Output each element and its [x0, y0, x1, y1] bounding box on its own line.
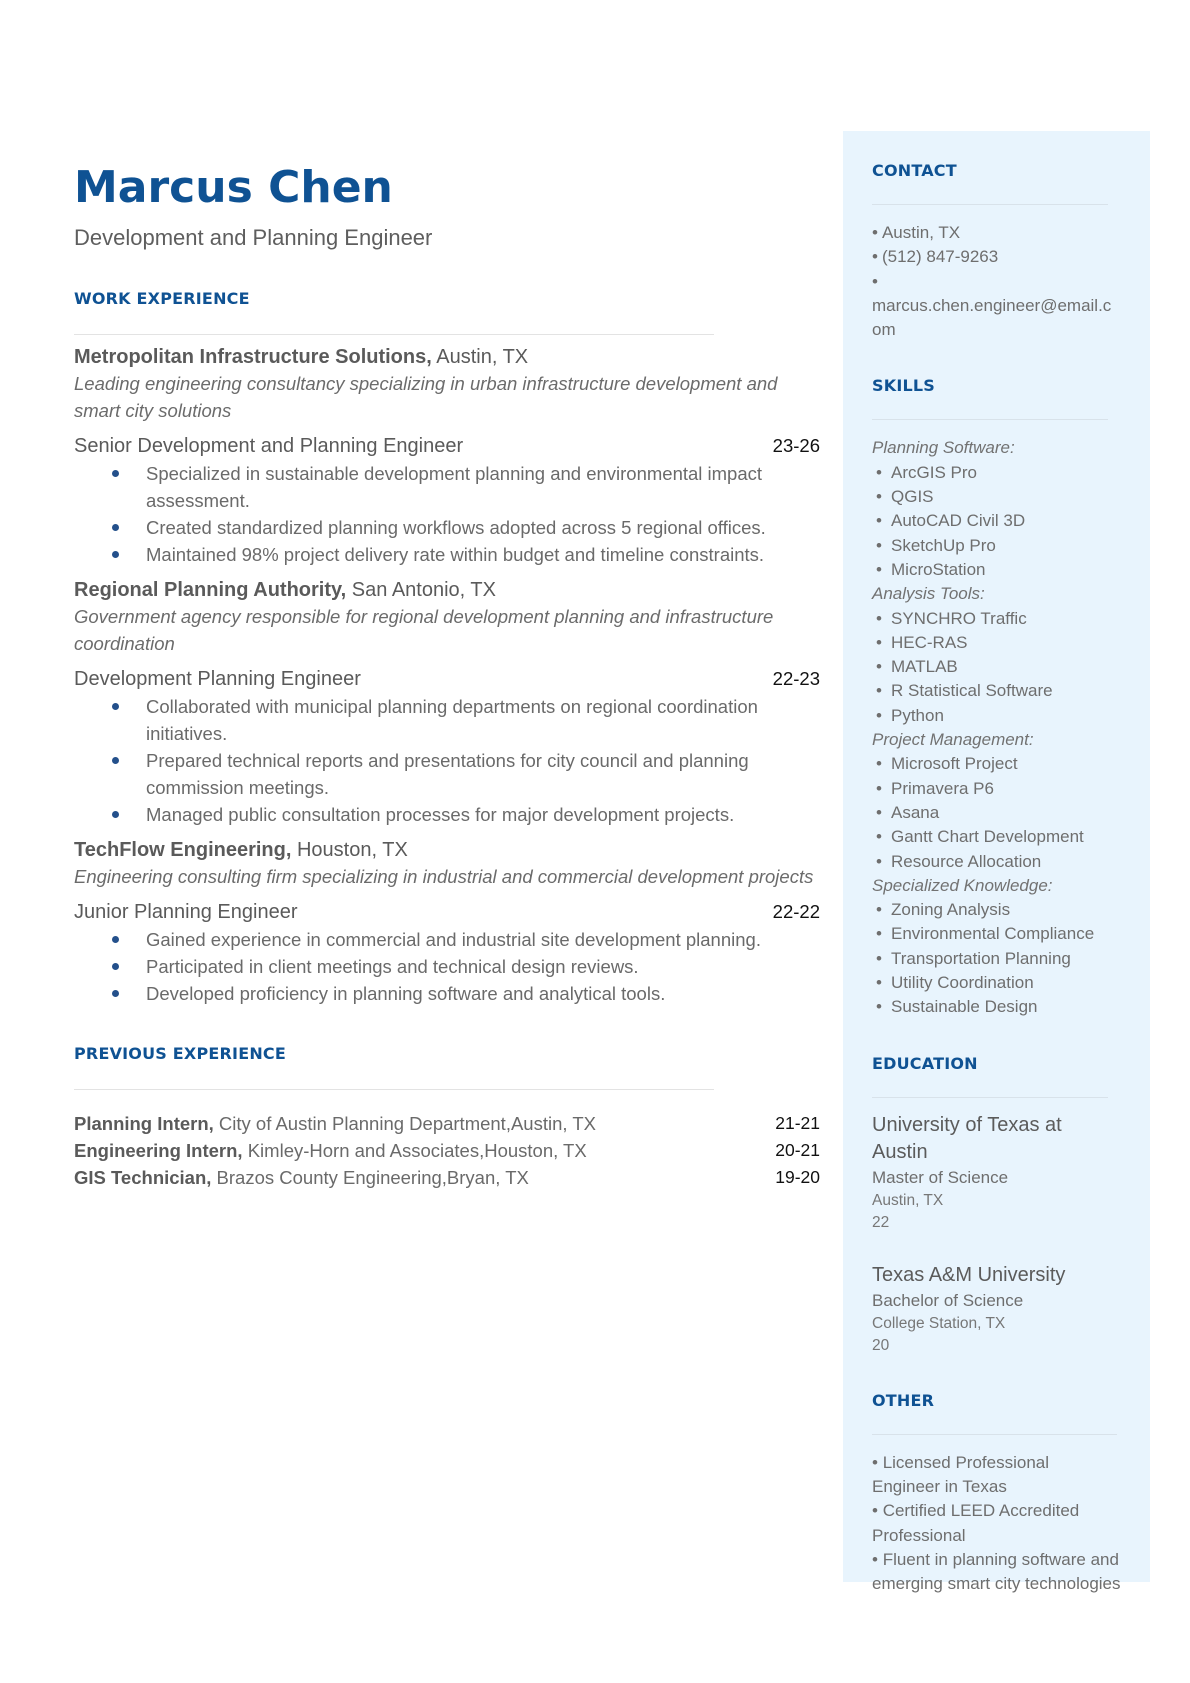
skill-name: HEC-RAS	[891, 632, 968, 652]
bullet-dot-icon	[112, 811, 119, 818]
skill-item	[872, 850, 1121, 874]
skill-item	[872, 509, 1121, 533]
bullet-icon: •	[876, 997, 882, 1017]
contact-email-line1[interactable]: marcus.chen.engineer@email.c	[872, 295, 1112, 315]
job-bullets	[74, 693, 820, 828]
bullet-icon: •	[876, 948, 882, 968]
education-divider	[872, 1097, 1108, 1098]
job-bullet	[74, 747, 820, 801]
bullet-icon: •	[876, 487, 882, 507]
skill-item	[872, 655, 1121, 679]
skill-category: Project Management:	[872, 730, 1034, 750]
education-entry	[872, 1112, 1121, 1234]
contact-divider	[872, 204, 1108, 205]
skill-item	[872, 752, 1121, 776]
role-row	[74, 432, 820, 460]
previous-experience-heading: PREVIOUS EXPERIENCE	[74, 1044, 286, 1063]
bullet-icon: •	[876, 511, 882, 531]
job-role: Senior Development and Planning Engineer	[74, 435, 464, 457]
job-bullet	[74, 953, 820, 980]
bullet-icon: •	[876, 851, 882, 871]
bullet-icon: •	[872, 223, 878, 242]
skill-name: Zoning Analysis	[891, 900, 1011, 920]
skill-item	[872, 607, 1121, 631]
previous-experience-text	[74, 1164, 529, 1191]
job-bullet-text: Specialized in sustainable development planning and environmental impact assessment.	[146, 463, 763, 511]
sidebar	[843, 131, 1150, 1594]
education-degree: Bachelor of Science	[872, 1290, 1024, 1310]
company-location: Austin, TX	[431, 346, 529, 368]
skill-item	[872, 777, 1121, 801]
work-experience-divider	[74, 334, 714, 335]
other-divider	[872, 1434, 1117, 1435]
skill-item	[872, 485, 1121, 509]
other-item	[872, 1451, 1121, 1500]
skill-name: ArcGIS Pro	[891, 462, 977, 482]
company-location: Houston, TX	[291, 839, 408, 861]
contact-section	[872, 161, 1121, 342]
previous-role: Planning Intern,	[74, 1113, 214, 1134]
skill-item	[872, 558, 1121, 582]
education-list	[872, 1112, 1121, 1357]
job-entry	[74, 344, 820, 568]
skill-name: SYNCHRO Traffic	[891, 608, 1027, 628]
job-bullet	[74, 460, 820, 514]
role-row	[74, 665, 820, 693]
job-bullet-text: Participated in client meetings and technical design reviews.	[146, 956, 639, 977]
candidate-name: Marcus Chen	[74, 162, 393, 213]
skill-item	[872, 461, 1121, 485]
bullet-icon: •	[876, 924, 882, 944]
job-bullet-text: Gained experience in commercial and industrial site development planning.	[146, 929, 761, 950]
job-bullet-text: Collaborated with municipal planning departments on regional coordination initiatives.	[146, 696, 758, 744]
bullet-icon: •	[876, 462, 882, 482]
other-item	[872, 1548, 1121, 1597]
education-year: 20	[872, 1336, 890, 1354]
skill-item	[872, 922, 1121, 946]
previous-experience-row	[74, 1164, 820, 1191]
bullet-dot-icon	[112, 470, 119, 477]
skill-name: Python	[891, 705, 944, 725]
job-bullets	[74, 460, 820, 568]
skill-name: Transportation Planning	[891, 948, 1071, 968]
skill-item	[872, 704, 1121, 728]
previous-experience-text	[74, 1137, 587, 1164]
education-location: College Station, TX	[872, 1314, 1006, 1332]
contact-list	[872, 221, 1121, 342]
previous-org: Kimley-Horn and Associates,Houston, TX	[242, 1140, 587, 1161]
company-description: Government agency responsible for regional development planning and infrastructure coordination	[74, 606, 774, 654]
skills-divider	[872, 419, 1108, 420]
skill-name: R Statistical Software	[891, 681, 1053, 701]
skill-name: Utility Coordination	[891, 973, 1034, 993]
job-role: Junior Planning Engineer	[74, 901, 298, 923]
contact-email-bullet	[872, 270, 1121, 294]
bullet-dot-icon	[112, 963, 119, 970]
job-bullet-text: Maintained 98% project delivery rate within budget and timeline constraints.	[146, 544, 765, 565]
previous-role: GIS Technician,	[74, 1167, 212, 1188]
bullet-icon: •	[876, 973, 882, 993]
skill-name: AutoCAD Civil 3D	[891, 511, 1026, 531]
candidate-title: Development and Planning Engineer	[74, 225, 433, 250]
skill-item	[872, 801, 1121, 825]
education-degree: Master of Science	[872, 1167, 1009, 1187]
job-bullet	[74, 926, 820, 953]
bullet-icon: •	[872, 271, 878, 291]
contact-location-text: Austin, TX	[881, 223, 961, 242]
role-row	[74, 898, 820, 926]
skill-item	[872, 947, 1121, 971]
other-item	[872, 1499, 1121, 1548]
contact-email[interactable]	[872, 294, 1121, 343]
previous-dates: 20-21	[775, 1140, 820, 1160]
bullet-icon: •	[876, 608, 882, 628]
previous-experience-divider	[74, 1089, 714, 1090]
job-entry	[74, 837, 820, 1007]
education-location: Austin, TX	[872, 1191, 944, 1209]
bullet-dot-icon	[112, 936, 119, 943]
company-name: TechFlow Engineering,	[74, 839, 292, 861]
jobs-list	[74, 344, 820, 1007]
skills-list	[872, 436, 1121, 1019]
bullet-icon: •	[872, 1452, 878, 1472]
skill-item	[872, 825, 1121, 849]
bullet-icon: •	[872, 247, 878, 267]
other-item-text: Licensed Professional Engineer in Texas	[872, 1452, 1050, 1496]
bullet-icon: •	[876, 681, 882, 701]
skills-section	[872, 376, 1121, 1019]
skill-category: Analysis Tools:	[872, 584, 985, 604]
skills-heading: SKILLS	[872, 376, 935, 396]
skill-name: Gantt Chart Development	[891, 827, 1084, 847]
job-bullet-text: Developed proficiency in planning software and analytical tools.	[146, 983, 666, 1004]
skill-item	[872, 631, 1121, 655]
work-experience-heading: WORK EXPERIENCE	[74, 289, 250, 308]
job-bullets	[74, 926, 820, 1007]
job-dates: 22-23	[772, 668, 820, 689]
skill-item	[872, 534, 1121, 558]
skill-name: MicroStation	[891, 559, 986, 579]
skill-name: Sustainable Design	[891, 997, 1038, 1017]
previous-experience-row	[74, 1137, 820, 1164]
education-section	[872, 1054, 1121, 1357]
education-school: University of Texas at Austin	[872, 1113, 1062, 1163]
company-name: Regional Planning Authority,	[74, 579, 347, 601]
job-bullet-text: Created standardized planning workflows adopted across 5 regional offices.	[146, 517, 766, 538]
previous-dates: 21-21	[775, 1113, 820, 1133]
bullet-dot-icon	[112, 703, 119, 710]
job-dates: 23-26	[772, 435, 820, 456]
education-heading: EDUCATION	[872, 1053, 978, 1073]
education-school: Texas A&M University	[872, 1263, 1066, 1286]
other-list	[872, 1451, 1121, 1597]
bullet-icon: •	[876, 778, 882, 798]
skill-category: Planning Software:	[872, 438, 1015, 458]
job-bullet-text: Prepared technical reports and presentations for city council and planning commission meetings.	[146, 750, 749, 798]
skill-name: Microsoft Project	[891, 754, 1018, 774]
contact-heading: CONTACT	[872, 161, 957, 180]
contact-location	[872, 221, 1121, 245]
education-entry	[872, 1262, 1121, 1357]
other-section	[872, 1391, 1121, 1597]
skill-item	[872, 995, 1121, 1019]
company-description: Leading engineering consultancy specializing in urban infrastructure development and smart city solutions	[74, 373, 778, 421]
contact-email-line2[interactable]: om	[872, 320, 896, 340]
bullet-icon: •	[872, 1549, 878, 1569]
bullet-icon: •	[876, 535, 882, 555]
contact-phone	[872, 245, 1121, 269]
skill-name: QGIS	[891, 487, 934, 507]
bullet-icon: •	[876, 657, 882, 677]
job-dates: 22-22	[772, 901, 820, 922]
bullet-dot-icon	[112, 524, 119, 531]
previous-experience-row	[74, 1110, 820, 1137]
bullet-dot-icon	[112, 990, 119, 997]
job-bullet	[74, 514, 820, 541]
previous-org: City of Austin Planning Department,Austin, TX	[213, 1113, 596, 1134]
previous-org: Brazos County Engineering,Bryan, TX	[211, 1167, 529, 1188]
skill-name: Asana	[891, 802, 940, 822]
bullet-icon: •	[876, 559, 882, 579]
main-column	[74, 160, 820, 1191]
education-year: 22	[872, 1213, 890, 1231]
bullet-icon: •	[872, 1501, 878, 1521]
job-bullet	[74, 801, 820, 828]
job-bullet	[74, 541, 820, 568]
company-name: Metropolitan Infrastructure Solutions,	[74, 346, 432, 368]
bullet-icon: •	[876, 705, 882, 725]
bullet-icon: •	[876, 754, 882, 774]
company-description: Engineering consulting firm specializing in industrial and commercial development projects	[74, 866, 814, 887]
bullet-dot-icon	[112, 757, 119, 764]
other-heading: OTHER	[872, 1390, 935, 1410]
other-item-text: Certified LEED Accredited Professional	[872, 1501, 1080, 1545]
skill-category: Specialized Knowledge:	[872, 875, 1053, 895]
skill-name: Resource Allocation	[891, 851, 1042, 871]
company-location: San Antonio, TX	[346, 579, 496, 601]
job-entry	[74, 577, 820, 828]
other-item-text: Fluent in planning software and emerging smart city technologies	[872, 1549, 1121, 1594]
previous-experience-text	[74, 1110, 596, 1137]
job-role: Development Planning Engineer	[74, 668, 361, 690]
bullet-icon: •	[876, 802, 882, 822]
previous-dates: 19-20	[775, 1167, 820, 1187]
bullet-dot-icon	[112, 551, 119, 558]
skill-name: Environmental Compliance	[891, 924, 1095, 944]
company-line	[74, 837, 820, 863]
contact-phone-text: (512) 847-9263	[881, 247, 999, 267]
skill-item	[872, 971, 1121, 995]
company-line	[74, 344, 820, 370]
skill-item	[872, 679, 1121, 703]
job-bullet	[74, 693, 820, 747]
bullet-icon: •	[876, 900, 882, 920]
skill-item	[872, 898, 1121, 922]
bullet-icon: •	[876, 827, 882, 847]
skill-name: MATLAB	[891, 657, 958, 677]
bullet-icon: •	[876, 632, 882, 652]
job-bullet-text: Managed public consultation processes for major development projects.	[146, 804, 735, 825]
skill-name: Primavera P6	[891, 778, 994, 798]
previous-role: Engineering Intern,	[74, 1140, 243, 1161]
company-line	[74, 577, 820, 603]
skill-name: SketchUp Pro	[891, 535, 996, 555]
job-bullet	[74, 980, 820, 1007]
previous-experience-list	[74, 1110, 820, 1191]
